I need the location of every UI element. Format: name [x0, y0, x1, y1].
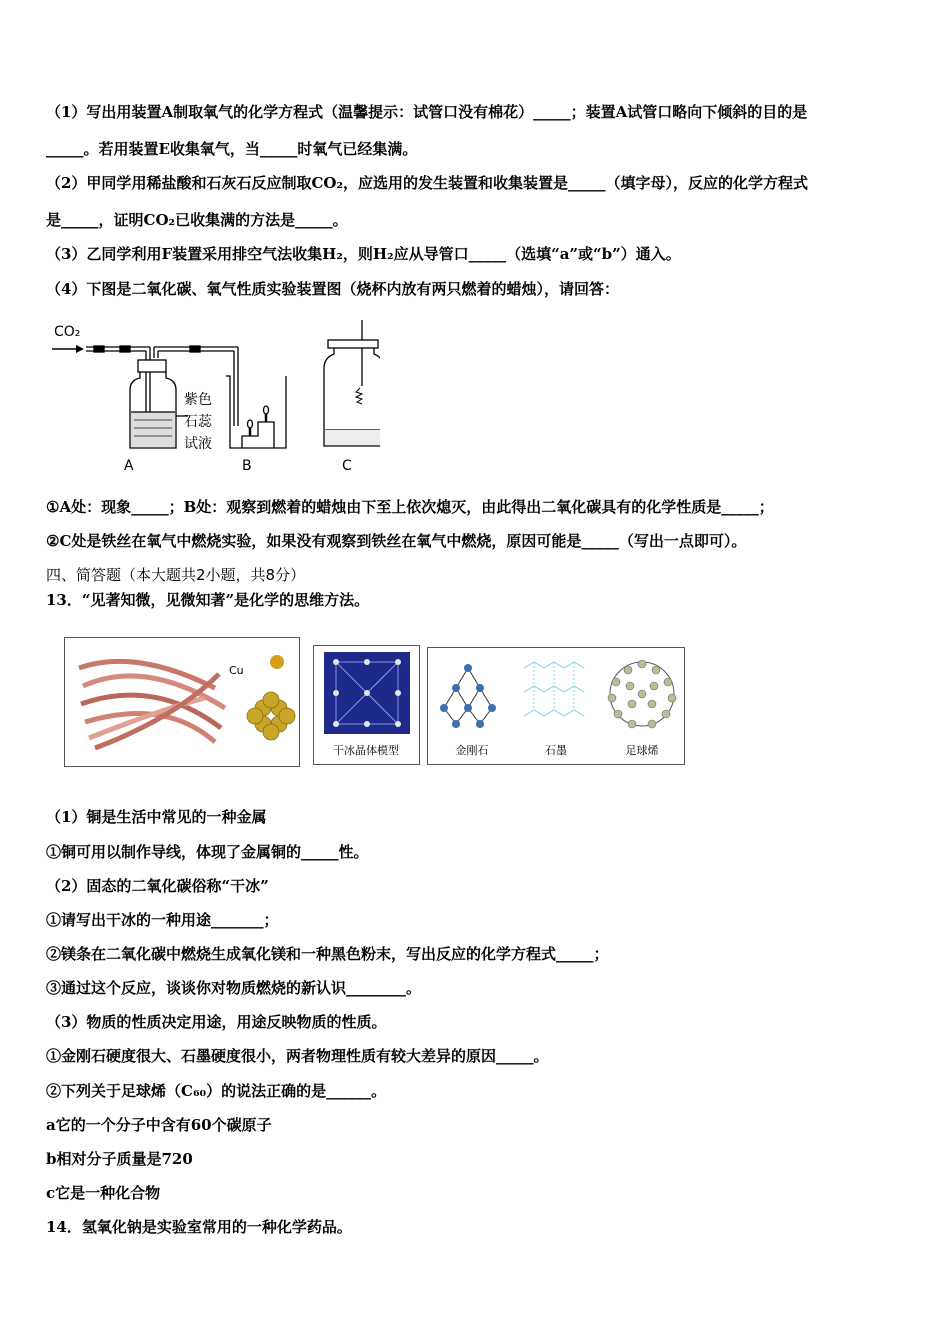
option-c: c它是一种化合物 [46, 1184, 161, 1202]
copper-panel [64, 637, 300, 767]
cu-label: Cu [229, 664, 244, 677]
diamond-model-image [440, 664, 496, 728]
q-line-1: （1）写出用装置A制取氧气的化学方程式（温馨提示：试管口没有棉花）_____；装置A试管口略向下倾斜的目的是 [46, 103, 808, 121]
q-line-6: （4）下图是二氧化碳、氧气性质实验装置图（烧杯内放有两只燃着的蜡烛），请回答： [46, 280, 619, 298]
graphite-caption: 石墨 [545, 744, 567, 757]
option-a: a它的一个分子中含有60个碳原子 [46, 1116, 272, 1134]
cu-lattice-icon [247, 692, 295, 740]
jar-c [324, 320, 380, 446]
q14-title: 14．氢氧化钠是实验室常用的一种化学药品。 [46, 1218, 352, 1236]
apparatus-figure [50, 316, 380, 476]
option-b: b相对分子质量是720 [46, 1150, 193, 1168]
q-line-7: ①A处：现象_____；B处：观察到燃着的蜡烛由下至上依次熄灭，由此得出二氧化碳具有的化学性质是_____； [46, 498, 774, 516]
diamond-caption: 金刚石 [455, 744, 489, 757]
arrow-head-icon [76, 345, 84, 353]
co2-label: CO₂ [54, 324, 81, 340]
cu-atom-icon [270, 655, 284, 669]
label-c: C [342, 458, 352, 474]
q-line-16: ③通过这个反应，谈谈你对物质燃烧的新认识________。 [46, 979, 422, 997]
graphite-model-image [524, 662, 584, 716]
litmus-label-2: 石蕊 [184, 414, 212, 430]
q-line-15: ②镁条在二氧化碳中燃烧生成氧化镁和一种黑色粉末，写出反应的化学方程式_____； [46, 945, 609, 963]
q13-title: 13．“见著知微，见微知著”是化学的思维方法。 [46, 591, 370, 609]
section-heading: 四、简答题（本大题共2小题，共8分） [46, 566, 306, 584]
label-b: B [242, 458, 252, 474]
c60-model-image [608, 660, 676, 728]
dry-ice-panel [313, 645, 420, 765]
q-line-11: （1）铜是生活中常见的一种金属 [46, 808, 267, 826]
q-line-4: 是_____，证明CO₂已收集满的方法是_____。 [46, 211, 348, 229]
q-line-19: ②下列关于足球烯（C₆₀）的说法正确的是______。 [46, 1082, 387, 1100]
q-line-3: （2）甲同学用稀盐酸和石灰石反应制取CO₂，应选用的发生装置和收集装置是_____（填字母），反应的化学方程式 [46, 174, 809, 192]
bottle-a [130, 360, 188, 448]
q-line-5: （3）乙同学利用F装置采用排空气法收集H₂，则H₂应从导管口_____（选填“a”或“b”）通入。 [46, 245, 681, 263]
beaker-b [226, 376, 286, 448]
copper-wire-image [79, 661, 225, 748]
litmus-label-3: 试液 [184, 436, 212, 452]
litmus-label-1: 紫色 [184, 392, 212, 408]
q-line-13: （2）固态的二氧化碳俗称“干冰” [46, 877, 269, 895]
label-a: A [124, 458, 134, 474]
c60-caption: 足球烯 [625, 744, 659, 757]
q-line-17: （3）物质的性质决定用途，用途反映物质的性质。 [46, 1013, 387, 1031]
dry-ice-caption: 干冰晶体模型 [333, 744, 399, 757]
q-line-18: ①金刚石硬度很大、石墨硬度很小，两者物理性质有较大差异的原因_____。 [46, 1047, 549, 1065]
q-line-8: ②C处是铁丝在氧气中燃烧实验，如果没有观察到铁丝在氧气中燃烧，原因可能是_____（写出一点即可）。 [46, 532, 747, 550]
q-line-2: _____。若用装置E收集氧气，当_____时氧气已经集满。 [46, 140, 418, 158]
carbon-allotropes-panel [427, 647, 685, 765]
q-line-14: ①请写出干冰的一种用途_______； [46, 911, 279, 929]
q-line-12: ①铜可用以制作导线，体现了金属铜的_____性。 [46, 843, 369, 861]
